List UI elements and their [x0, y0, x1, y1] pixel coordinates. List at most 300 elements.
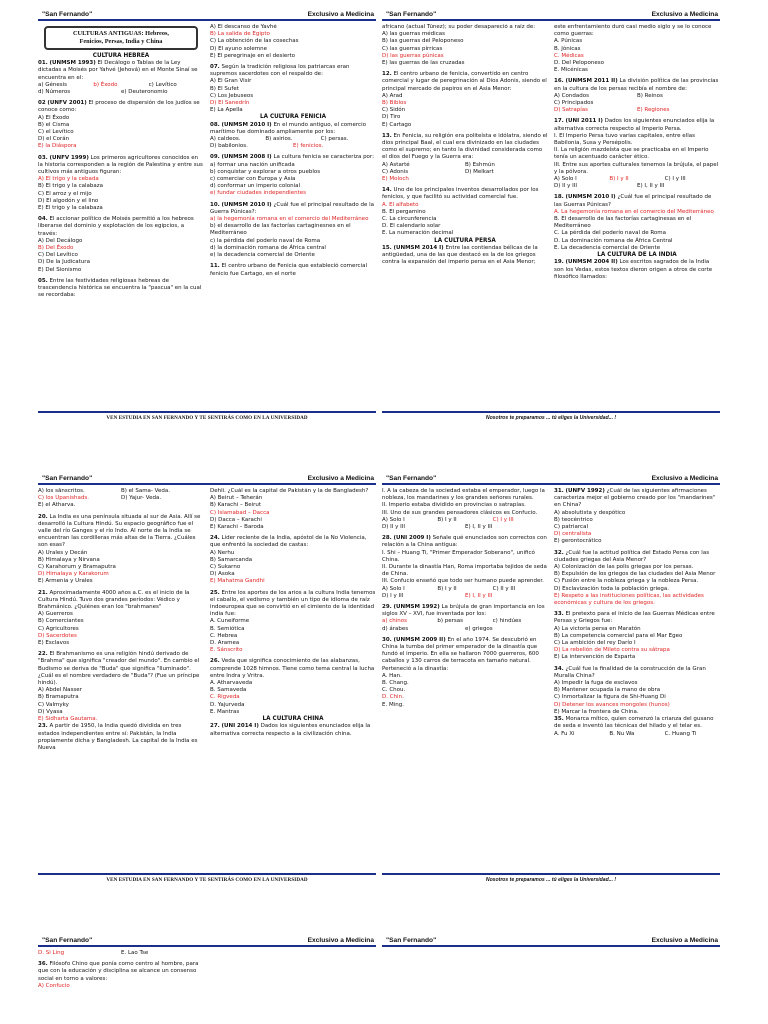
answer-option: E) Marcar la frontera de China.: [554, 708, 639, 715]
question-text: El pretexto para el inicio de las Guerras Médicas entre Persas y Griegos fue:: [554, 611, 715, 625]
answer-option-correct: E) Respeto a las instituciones políticas, las actividades económicas y cultura de los griegos.: [554, 592, 704, 607]
answer-option: A) Urales y Decán: [38, 549, 88, 556]
question: [382, 535, 548, 549]
answer-option-correct: a) chinos: [382, 618, 408, 625]
answer-option-row: [382, 593, 548, 600]
answer-option-correct: D) las guerras púnicas: [382, 52, 444, 59]
question-text: En Fenicia, su religión era politeísta e idólatra, siendo el dios principal Baal, el cual era divinizado en las ciudades como el supremo; en tanto la divinidad considerada como el dios del Fuego y la Guerra era:: [382, 132, 548, 161]
question: [382, 604, 548, 618]
header-course: Exclusivo a Medicina: [307, 11, 374, 18]
answer-option-correct: E. Sánscrito: [210, 647, 243, 654]
question-text: En el año 1974. Se descubrió en China la tumba del primer emperador de la dinastía que fundó el imperio. En ella se hallaron 7000 guerreros, 600 caballos y 130 carros de terracota en tamaño natural. Perteneció a la dinastía:: [382, 636, 539, 672]
answer-option: C) las guerras pírricas: [382, 45, 443, 52]
question: [210, 723, 376, 737]
answer-option: D) Yajur- Veda.: [121, 495, 162, 502]
question-number: 08.: [210, 121, 220, 128]
answer-option-row: [554, 107, 720, 114]
page-3: [38, 470, 376, 888]
answer-option: B. Nu Wa: [609, 730, 635, 737]
section-heading: LA CULTURA FENICIA: [259, 114, 327, 121]
answer-option: A) Astarté: [382, 161, 410, 168]
question: [38, 723, 204, 752]
answer-option-correct: E) fenicios.: [293, 143, 324, 150]
answer-option: E) Cartago: [382, 121, 412, 128]
section-heading: LA CULTURA PERSA: [434, 237, 496, 244]
question: [554, 78, 720, 92]
question-number: 04.: [38, 216, 48, 223]
answer-option-correct: A. La hegemonía romana en el comercio del Mediterráneo: [554, 208, 714, 215]
column-left: [38, 950, 204, 1024]
answer-option: D) Tiro: [382, 114, 401, 121]
answer-option-row: [38, 495, 204, 502]
answer-option: e) la decadencia comercial de Oriente: [210, 252, 315, 259]
question-text: La división política de las provincias en la cultura de los persas recibía el nombre de:: [554, 78, 719, 92]
question: [382, 71, 548, 93]
question-number: 26.: [210, 658, 220, 665]
question-source: (UNMSM 2010 I): [221, 201, 272, 208]
answer-option: A) Solo I: [554, 176, 577, 183]
answer-option: c) la pérdida del poderío naval de Roma: [210, 237, 321, 244]
answer-option: d) árabes: [382, 625, 409, 632]
answer-option-correct: E) I, II y III: [465, 592, 493, 599]
answer-option: A. Atharvaveda: [210, 680, 253, 687]
question: [554, 716, 720, 730]
question-source: (UNFV 1999): [49, 154, 89, 161]
answer-option: D. La dominación romana de África Central: [554, 237, 673, 244]
answer-option: C. Chou.: [382, 687, 406, 694]
answer-option-correct: A. El alfabeto: [382, 201, 419, 208]
question-source: (UNMSM 1992): [393, 604, 440, 611]
answer-option-correct: A) El trigo y la cebada: [38, 176, 99, 183]
header-school: "San Fernando": [42, 475, 93, 482]
page-footer: Nosotros te preparamos ... tú eliges la Universidad... !: [382, 411, 720, 426]
answer-option-row: [554, 93, 720, 100]
section-heading: LA CULTURA DE LA INDIA: [597, 252, 677, 259]
answer-option: A) El Éxodo: [38, 114, 70, 121]
answer-option-row: [38, 89, 204, 96]
answer-option: D) Esclavización toda la población griega.: [554, 585, 670, 592]
answer-option: E. Micénicas: [554, 67, 588, 74]
answer-option-row: [554, 176, 720, 183]
answer-option: a) formar una nación unificada: [210, 161, 295, 168]
page-5: [38, 932, 376, 1024]
question-number: 27.: [210, 723, 220, 730]
answer-option-row: [382, 524, 548, 531]
question: [38, 100, 204, 114]
column-right: [210, 488, 376, 872]
answer-option: B) La competencia comercial para el Mar Egeo: [554, 632, 683, 639]
question: [554, 666, 720, 680]
answer-option: B) I y II: [437, 585, 457, 592]
column-left: [38, 488, 204, 872]
answer-option: C) La obtención de las cosechas: [210, 38, 299, 45]
answer-option: C) I y III: [664, 176, 686, 183]
column-right: [210, 950, 376, 1024]
answer-option-correct: E) Moloch: [382, 176, 409, 183]
answer-option: D) De la Judicatura: [38, 259, 90, 266]
answer-option: c) hindúes: [492, 618, 522, 625]
answer-option: A. Púnicas: [554, 38, 583, 45]
answer-option: d) conformar un imperio colonial: [210, 183, 301, 190]
answer-option: C) La ambición del rey Darío I: [554, 640, 636, 647]
column-right: [554, 488, 720, 872]
answer-option: E) el Atharva.: [38, 502, 76, 509]
answer-option-correct: D. Chin.: [382, 694, 404, 701]
answer-option: A) caldeos.: [210, 136, 241, 143]
question-number: 13.: [382, 132, 392, 139]
column-left: [382, 488, 548, 872]
question-number: 20.: [38, 513, 48, 520]
answer-option: B) el Cisma: [38, 121, 70, 128]
answer-option: D) II y III: [382, 524, 405, 531]
question-text: La cultura fenicia se caracteriza por:: [273, 154, 374, 161]
header-course: Exclusivo a Medicina: [307, 475, 374, 482]
answer-option: D. Yajurveda: [210, 701, 245, 708]
question-text: La India es una península situada al sur de Asia. Allí se desarrolló la Cultura Hindú. Su espacio geográfico fue el valle del río Ganges y el río Indo. Al norte de la India se encuentran las cordilleras más altas de la Tierra. ¿Cuáles son esas?: [38, 513, 201, 549]
answer-option-correct: D) La rebelión de Mileto contra su sátrapa: [554, 647, 670, 654]
question-source: (UNFV 2001): [47, 100, 87, 107]
answer-option: D) El algodón y el lino: [38, 197, 99, 204]
answer-option-correct: C. Rigveda: [210, 694, 240, 701]
answer-option-correct: b) Éxodo: [93, 81, 118, 88]
answer-option: E. La decadencia comercial de Oriente: [554, 244, 661, 251]
answer-option: D. Del Peloponeso: [554, 60, 604, 67]
question-source: (UNFV 1992): [565, 488, 605, 494]
question: [554, 611, 720, 625]
question-text: Monarca mítico, quien comenzó la crianza del gusano de seda e inventó las técnicas del hilado y el telar es.: [554, 716, 714, 730]
answer-option: B) Eshmún: [465, 161, 495, 168]
question-text: El accionar político de Moisés permitió a los hebreos liberarse del dominio y explotación de los egipcios, a través:: [38, 216, 194, 237]
question: [210, 590, 376, 619]
answer-option: A) Del Decálogo: [38, 237, 83, 244]
question: [210, 202, 376, 216]
answer-option-correct: C) I y III: [492, 516, 514, 523]
answer-option: I. El Imperio Persa tuvo varias capitales, entre ellas Babilonia, Susa y Persépolis.: [554, 132, 695, 147]
page-footer: VEN ESTUDIA EN SAN FERNANDO Y TE SENTIRÁS COMO EN LA UNIVERSIDAD: [38, 411, 376, 426]
answer-option: C) Principados: [554, 100, 594, 107]
answer-option-correct: C) Islamabad – Dacca: [210, 509, 270, 516]
answer-option: B) las guerras del Peloponeso: [382, 38, 464, 45]
question-number: 10.: [210, 201, 220, 208]
answer-option: B) Bramaputra: [38, 694, 79, 701]
answer-option: A) Condados: [554, 92, 589, 99]
answer-option: E. Ming.: [382, 701, 404, 708]
question-number: 16.: [554, 78, 564, 85]
question: [210, 658, 376, 680]
answer-option: C) Adonis: [382, 168, 409, 175]
answer-option: C) Valmyky: [38, 701, 69, 708]
column-right: [210, 24, 376, 410]
question-number: 09.: [210, 154, 220, 161]
question-text: Líder reciente de la India, apóstol de la No Violencia, que enfrentó la sociedad de castas:: [210, 535, 367, 549]
answer-option: d) Números: [38, 89, 71, 96]
answer-option: D) Vyasa: [38, 708, 63, 715]
question-number: 19.: [554, 259, 564, 266]
page-header: [382, 470, 720, 485]
question: [210, 64, 376, 78]
answer-option: B) El trigo y la calabaza: [38, 183, 104, 190]
question-source: (UNMSM 2010 I): [565, 194, 616, 201]
question: [554, 259, 720, 281]
answer-option: II. La religión mazdeísta que se practicaba en el Imperio tenía un acentuado carácter ético.: [554, 147, 709, 161]
answer-option: A) Impedir la fuga de esclavos: [554, 680, 638, 687]
answer-option: B) El Sufet: [210, 85, 239, 92]
question-text: El centro urbano de Fenicia que estableció comercial fenicio fue Cartago, en el norte: [210, 263, 367, 277]
answer-option: E) gerontocrático: [554, 538, 602, 545]
answer-option: A) Nerhu: [210, 549, 235, 556]
answer-option: C. Hebrea: [210, 632, 238, 639]
answer-option: II. Durante la dinastía Han, Roma importaba tejidos de seda de China.: [382, 564, 547, 578]
answer-option-correct: E) Regiones: [637, 107, 670, 114]
question: [382, 245, 548, 267]
answer-option: D) el Corán: [38, 136, 70, 143]
page-header: [382, 6, 720, 21]
answer-option: D) I y III: [382, 592, 404, 599]
question: [38, 216, 204, 238]
answer-option-correct: B) Del Éxodo: [38, 245, 74, 252]
question-number: 29.: [382, 604, 392, 611]
answer-option: II. Imperio estaba dividido en provincias o satrapías.: [382, 502, 526, 509]
question: [554, 488, 720, 510]
answer-option: A) Solo I: [382, 585, 405, 592]
answer-option: B) Mantener ocupada la mano de obra: [554, 687, 661, 694]
question-number: 03.: [38, 154, 48, 161]
header-school: "San Fernando": [386, 11, 437, 18]
answer-option: A) Guerreros: [38, 611, 73, 618]
column-right: [554, 24, 720, 410]
section-heading: CULTURA HEBREA: [92, 53, 150, 59]
question-number: 22.: [38, 651, 48, 658]
answer-option: B. El pergamino: [382, 208, 426, 215]
title-line: CULTURAS ANTIGUAS: Hebreos,: [72, 30, 170, 37]
question-text: ¿Cuál fue el principal resultado de las Guerras Púnicas?: [554, 194, 712, 208]
answer-option-correct: B) Biblos: [382, 100, 407, 107]
answer-option: d) la dominación romana de África central: [210, 244, 326, 251]
question-number: 31.: [554, 488, 564, 494]
answer-option: B. Jónicas: [554, 45, 581, 52]
question-text: Señale qué enunciados son correctos con relación a la China antigua:: [382, 535, 547, 549]
answer-option-correct: B) La salida de Egipto: [210, 31, 270, 38]
answer-option-correct: D. Si Ling: [38, 950, 65, 956]
answer-option: c) Levítico: [148, 81, 177, 88]
question: [382, 637, 548, 673]
column-left: [382, 24, 548, 410]
answer-option-row: [382, 162, 548, 169]
answer-option: E) Del Sionismo: [38, 266, 82, 273]
answer-option: E) La Apella: [210, 107, 243, 114]
question-number: 23.: [38, 723, 48, 730]
question-text: ¿Cuál fue la finalidad de la construcción de la Gran Muralla China?: [554, 665, 706, 679]
page-6: [382, 932, 720, 1024]
question: [382, 133, 548, 162]
question-text: La brújula de gran importancia en los siglos XV – XVI, fue inventada por los:: [382, 604, 545, 618]
answer-option: III. Entre sus aportes culturales tenemos la brújula, el papel y la pólvora.: [554, 161, 719, 175]
answer-option-correct: A) Confucio: [38, 982, 70, 989]
page-footer: VEN ESTUDIA EN SAN FERNANDO Y TE SENTIRÁS COMO EN LA UNIVERSIDAD: [38, 873, 376, 888]
answer-option: B) asirios.: [265, 136, 293, 143]
question-text: Entre las contiendas bélicas de la antigüedad, una de las que destacó es la de los griegos contra la expansión del imperio persa en el Asia Menor;: [382, 244, 538, 266]
question-text: El Decálogo o Tablas de la Ley dictadas a Moisés por Yahvé (Jehová) en el Monte Sinaí se encuentra en el:: [38, 60, 198, 81]
answer-option-correct: D) Detener los avances mongoles (hunos): [554, 701, 670, 708]
answer-option: C) persas.: [320, 136, 349, 143]
question-text: Uno de los principales inventos desarrollados por los fenicios, y que facilitó su actividad comercial fue.: [382, 187, 539, 201]
question-text: ¿Cuál fue la actitud política del Estado Persa con las ciudades griegas del Asia Menor?: [554, 549, 710, 563]
answer-option-row: [382, 626, 548, 633]
question-number: 12.: [382, 71, 392, 78]
page-header: [38, 6, 376, 21]
answer-option: A) El Gran Visir: [210, 78, 252, 85]
answer-option: D) babilonios.: [210, 143, 248, 150]
header-course: Exclusivo a Medicina: [307, 937, 374, 944]
answer-option: C. La pérdida del poderío naval de Roma: [554, 230, 667, 237]
answer-option: C) Fusión entre la nobleza griega y la nobleza Persa.: [554, 578, 699, 585]
answer-option: C) patriarcal: [554, 524, 588, 531]
answer-option: B) Reinos: [637, 92, 663, 99]
question-source: (UNI 2011 I): [565, 118, 603, 125]
page-header: [38, 470, 376, 485]
question-text: El Brahmanismo es una religión hindú derivado de "Brahma" que significa "creador del mundo". En cambio el Budismo se deriva de "Buda" que significa "Iluminado". ¿Cuál es el nombre verdadero de "Buda"? (Fue un príncipe hindú).: [38, 651, 200, 687]
answer-option: D) Asoka: [210, 571, 235, 578]
column-left: [38, 24, 204, 410]
answer-option: A) La victoria persa en Maratón: [554, 625, 641, 632]
question: [210, 122, 376, 136]
answer-option: B. Semiótica: [210, 625, 245, 632]
question-text: El proceso de dispersión de los judíos se conoce como:: [38, 100, 200, 114]
question: [554, 118, 720, 132]
header-school: "San Fernando": [42, 11, 93, 18]
answer-option: E) La intervención de Esparta: [554, 654, 636, 661]
question: [38, 155, 204, 177]
answer-option: b) conquistar y explorar a otros pueblos: [210, 168, 321, 175]
answer-option: A) las guerras médicas: [382, 31, 445, 38]
question-number: 35.: [554, 716, 564, 723]
answer-option: I. Shi – Huang Ti, "Primer Emperador Soberano", unificó China.: [382, 549, 535, 563]
question-number: 24.: [210, 535, 220, 542]
question: [382, 187, 548, 201]
answer-option: E) I, II y III: [637, 183, 665, 190]
answer-option-correct: C. Médicas: [554, 52, 584, 59]
header-school: "San Fernando": [386, 937, 437, 944]
title-line: Fenicios, Persas, India y China: [79, 38, 163, 45]
answer-option: C) Karahorum y Bramaputra: [38, 564, 116, 571]
question-source: (UNMSM 2004 II): [565, 259, 618, 266]
answer-option-row: [554, 731, 720, 738]
question-text: Dados los siguientes enunciados elija la alternativa correcta respecto al Imperio Persa.: [554, 118, 715, 132]
answer-option: A. Fu Xi: [554, 730, 575, 737]
question: [210, 154, 376, 161]
answer-option-row: [382, 618, 548, 625]
answer-option: B) el Sama- Veda.: [121, 488, 170, 494]
answer-option: B) Comerciantes: [38, 618, 84, 625]
answer-option-row: [38, 82, 204, 89]
question-number: 07.: [210, 64, 220, 71]
question: [38, 60, 204, 82]
question-number: 21.: [38, 589, 48, 596]
answer-option: e) Deuteronomio: [121, 89, 168, 96]
answer-option: C) Los Jebuseos: [210, 92, 254, 99]
page-4: [382, 470, 720, 888]
answer-option: B) Himalaya y Nirvana: [38, 556, 100, 563]
answer-option-row: [554, 183, 720, 190]
answer-option: I. A la cabeza de la sociedad estaba el emperador, luego la nobleza, los mandarines y los grandes señores rurales.: [382, 488, 545, 502]
question-source: (UNMSM 2010 I): [221, 121, 272, 128]
answer-option: E) El trigo y la calabaza: [38, 205, 103, 212]
question-source: (UNMSM 1993): [49, 60, 96, 67]
question-text: Dados los siguientes enunciados elija la alternativa correcta respecto a la civilización china.: [210, 723, 371, 737]
answer-option-correct: C) los Upanishads.: [38, 495, 89, 502]
answer-option-correct: a) la hegemonía romana en el comercio del Mediterráneo: [210, 216, 369, 223]
question-text: A partir de 1950, la India quedó dividida en tres estados independientes entre sí: Pakistán, la India propiamente dicha y Bangladesh. La capital de la India es Nueva: [38, 723, 198, 751]
answer-option: E) las guerras de las cruzadas: [382, 60, 465, 67]
question-number: 25.: [210, 589, 220, 596]
question: [554, 550, 720, 564]
question-text: Entre los aportes de los arios a la cultura India tenemos el caballo, el vedismo y también un tipo de idioma de raíz indoeuropea que se convirtió en el cimiento de la identidad india fue:: [210, 589, 376, 618]
answer-option: E) I, II y III: [465, 524, 493, 531]
answer-option: E. Lao Tse: [121, 950, 149, 956]
answer-option: C) II y III: [492, 585, 516, 592]
column-right: [554, 950, 720, 1024]
answer-option: B. Chang.: [382, 680, 409, 687]
header-school: "San Fernando": [42, 937, 93, 944]
answer-option: A) Colonización de las polis griegas por los persas.: [554, 564, 694, 571]
page-header: [382, 932, 720, 947]
answer-option: A) Beirut – Teherán: [210, 495, 263, 502]
answer-option: A) absolutista y despótico: [554, 509, 626, 516]
answer-option: C. Huang Ti: [664, 730, 697, 737]
question-text: Entre las festividades religiosas hebreas de trascendencia histórica se encuentra la "pascua" en la cual se recordaba:: [38, 277, 202, 299]
question-text: El centro urbano de fenicia, convertido en centro comercial y lugar de peregrinación al Dios Adonis, siendo el principal mercado de papiros en el Asia Menor:: [382, 71, 547, 92]
answer-option: III. Uno de sus grandes pensadores clásicos es Confucio.: [382, 509, 538, 516]
answer-option: africano (actual Túnez); su poder desapareció a raíz de:: [382, 24, 536, 30]
answer-option: D. El calendario solar: [382, 223, 441, 230]
question-number: 34.: [554, 665, 564, 672]
answer-option-correct: D) Sacerdotes: [38, 632, 77, 639]
answer-option: A) Abdel Nasser: [38, 687, 82, 694]
question-number: 11.: [210, 263, 220, 270]
answer-option: E. La numeración decimal: [382, 230, 454, 237]
question: [38, 590, 204, 612]
answer-option: A. Han.: [382, 672, 402, 679]
answer-option: B. Samaveda: [210, 687, 247, 694]
question-text: Filósofo Chino que ponía como centro al hombre, para que con la educación y disciplina se alcance un consenso social en torno a valores:: [38, 961, 199, 982]
answer-option: C) el Levítico: [38, 129, 74, 136]
question-number: 05.: [38, 277, 48, 284]
question-number: 17.: [554, 118, 564, 125]
answer-option-row: [382, 586, 548, 593]
answer-option-row: [38, 488, 204, 495]
answer-option: D) El ayuno solemne: [210, 45, 267, 52]
question: [210, 535, 376, 549]
question-text: Los escritos sagrados de la India son los Vedas, estos textos dieron origen a otros de corte filosófico llamados:: [554, 259, 713, 280]
question: [38, 651, 204, 687]
answer-option-row: [210, 143, 376, 150]
answer-option: C. La circunferencia: [382, 216, 437, 223]
header-course: Exclusivo a Medicina: [651, 475, 718, 482]
answer-option: C) Agricultores: [38, 625, 79, 632]
answer-option: este enfrentamiento duró casi medio siglo y se lo conoce como guerras:: [554, 24, 712, 38]
question-source: (UNMSM 2011 II): [565, 78, 618, 85]
question-number: 32.: [554, 549, 564, 556]
answer-option: b) persas: [437, 618, 463, 625]
answer-option: C) El arroz y el mijo: [38, 190, 92, 197]
column-left: [382, 950, 548, 1024]
question-number: 14.: [382, 187, 392, 194]
answer-option: B) I y II: [437, 516, 457, 523]
answer-option: C) Sidón: [382, 107, 406, 114]
answer-option-correct: E) la Diáspora: [38, 143, 77, 150]
answer-option: E. Mantras: [210, 708, 240, 715]
answer-option-correct: D) Himalaya y Karakorum: [38, 571, 109, 578]
